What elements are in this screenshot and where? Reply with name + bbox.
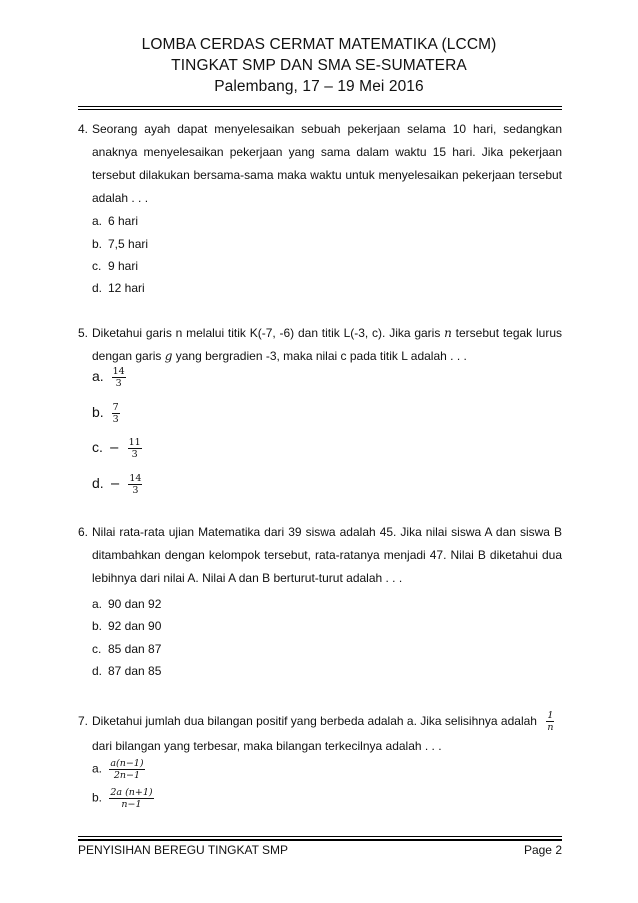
option-7a bbox=[92, 758, 145, 781]
option-text: 87 dan 85 bbox=[108, 664, 162, 678]
denominator: n bbox=[547, 722, 554, 734]
numerator: 1 bbox=[547, 710, 554, 722]
stem-text: Diketahui jumlah dua bilangan positif yang berbeda adalah a. Jika selisihnya adalah bbox=[92, 714, 537, 728]
question-7-continued bbox=[78, 735, 562, 758]
option-6b bbox=[92, 618, 161, 634]
denominator: 3 bbox=[131, 449, 138, 460]
option-label: c. bbox=[92, 439, 103, 456]
header-divider bbox=[78, 106, 562, 107]
numerator: a(n−1) bbox=[110, 758, 144, 769]
footer-divider-thick bbox=[78, 839, 562, 841]
question-stem: Seorang ayah dapat menyelesaikan sebuah pekerjaan selama 10 hari, sedangkan anaknya menyelesaikan pekerjaan yang sama dalam waktu 15 hari. Jika pekerjaan tersebut dilakukan bersama-sama maka waktu untuk menyelesaikan pekerjaan tersebut adalah . . . bbox=[92, 122, 562, 205]
option-text: 92 dan 90 bbox=[108, 619, 162, 633]
question-4 bbox=[78, 118, 562, 210]
option-label: c. bbox=[92, 642, 102, 656]
footer-divider bbox=[78, 836, 562, 837]
option-4b bbox=[92, 236, 148, 252]
option-label: a. bbox=[92, 597, 103, 611]
option-text: 90 dan 92 bbox=[108, 597, 162, 611]
option-4a bbox=[92, 213, 138, 229]
stem-text: yang bergradien -3, maka nilai c pada titik L adalah . . . bbox=[172, 349, 467, 363]
variable-n: n bbox=[444, 326, 452, 340]
option-label: b. bbox=[92, 237, 103, 251]
denominator: n−1 bbox=[121, 799, 142, 810]
question-number: 6. bbox=[78, 525, 89, 539]
option-label: a. bbox=[92, 761, 103, 776]
option-4d bbox=[92, 280, 145, 296]
option-text: 85 dan 87 bbox=[108, 642, 162, 656]
option-text: 7,5 hari bbox=[108, 237, 149, 251]
header-subtitle: TINGKAT SMP DAN SMA SE-SUMATERA bbox=[171, 57, 467, 74]
question-stem bbox=[92, 322, 562, 368]
header-divider-thin bbox=[78, 109, 562, 110]
minus-sign: − bbox=[109, 477, 121, 493]
option-label: b. bbox=[92, 619, 103, 633]
question-stem: Nilai rata-rata ujian Matematika dari 39 siswa adalah 45. Jika nilai siswa A dan siswa B ditambahkan dengan kelompok tersebut, rata-ratanya menjadi 47. Nilai B diketahui dua lebihnya dari nilai A. Nilai A dan B berturut-turut adalah . . . bbox=[92, 525, 562, 585]
option-text: 12 hari bbox=[108, 281, 145, 295]
numerator: 14 bbox=[112, 366, 125, 377]
numerator: 11 bbox=[128, 437, 141, 448]
variable-g: g bbox=[164, 349, 173, 363]
minus-sign: − bbox=[108, 441, 120, 457]
option-label: c. bbox=[92, 259, 102, 273]
fraction bbox=[128, 473, 142, 496]
option-5d bbox=[92, 473, 142, 496]
question-number: 5. bbox=[78, 326, 89, 340]
option-5c bbox=[92, 437, 142, 460]
option-label: b. bbox=[92, 404, 104, 421]
fraction bbox=[109, 787, 153, 810]
option-label: a. bbox=[92, 368, 104, 385]
denominator: 3 bbox=[115, 378, 122, 389]
page-number: Page 2 bbox=[523, 843, 562, 857]
numerator: 14 bbox=[129, 473, 142, 484]
numerator: 2a (n+1) bbox=[110, 787, 153, 798]
question-stem bbox=[92, 710, 562, 733]
question-number: 7. bbox=[78, 714, 89, 728]
header-location-date: Palembang, 17 – 19 Mei 2016 bbox=[214, 78, 424, 95]
footer-section-title: PENYISIHAN BEREGU TINGKAT SMP bbox=[78, 843, 289, 857]
denominator: 3 bbox=[132, 485, 139, 496]
option-text: 6 hari bbox=[108, 214, 139, 228]
fraction bbox=[546, 710, 554, 733]
option-6a bbox=[92, 596, 161, 612]
fraction bbox=[112, 402, 120, 425]
question-7 bbox=[78, 710, 562, 733]
option-5a bbox=[92, 366, 126, 389]
fraction bbox=[112, 366, 126, 389]
denominator: 2n−1 bbox=[113, 770, 141, 781]
option-text: 9 hari bbox=[108, 259, 139, 273]
option-5b bbox=[92, 402, 120, 425]
fraction bbox=[109, 758, 144, 781]
page-header bbox=[0, 34, 638, 97]
stem-text: tersebut tegak lurus dengan garis bbox=[92, 326, 562, 363]
denominator: 3 bbox=[112, 414, 119, 425]
question-number: 4. bbox=[78, 122, 89, 136]
option-label: d. bbox=[92, 664, 103, 678]
fraction bbox=[128, 437, 142, 460]
question-6 bbox=[78, 521, 562, 590]
option-7b bbox=[92, 787, 154, 810]
numerator: 7 bbox=[112, 402, 119, 413]
option-label: d. bbox=[92, 281, 103, 295]
option-label: d. bbox=[92, 475, 104, 492]
option-6d bbox=[92, 663, 161, 679]
option-4c bbox=[92, 258, 138, 274]
option-label: b. bbox=[92, 790, 103, 805]
option-label: a. bbox=[92, 214, 103, 228]
option-6c bbox=[92, 641, 161, 657]
stem-text: Diketahui garis n melalui titik K(-7, -6) dan titik L(-3, c). Jika garis bbox=[92, 326, 445, 340]
header-title: LOMBA CERDAS CERMAT MATEMATIKA (LCCM) bbox=[141, 36, 497, 53]
question-5 bbox=[78, 322, 562, 368]
question-stem: dari bilangan yang terbesar, maka bilangan terkecilnya adalah . . . bbox=[92, 739, 442, 753]
